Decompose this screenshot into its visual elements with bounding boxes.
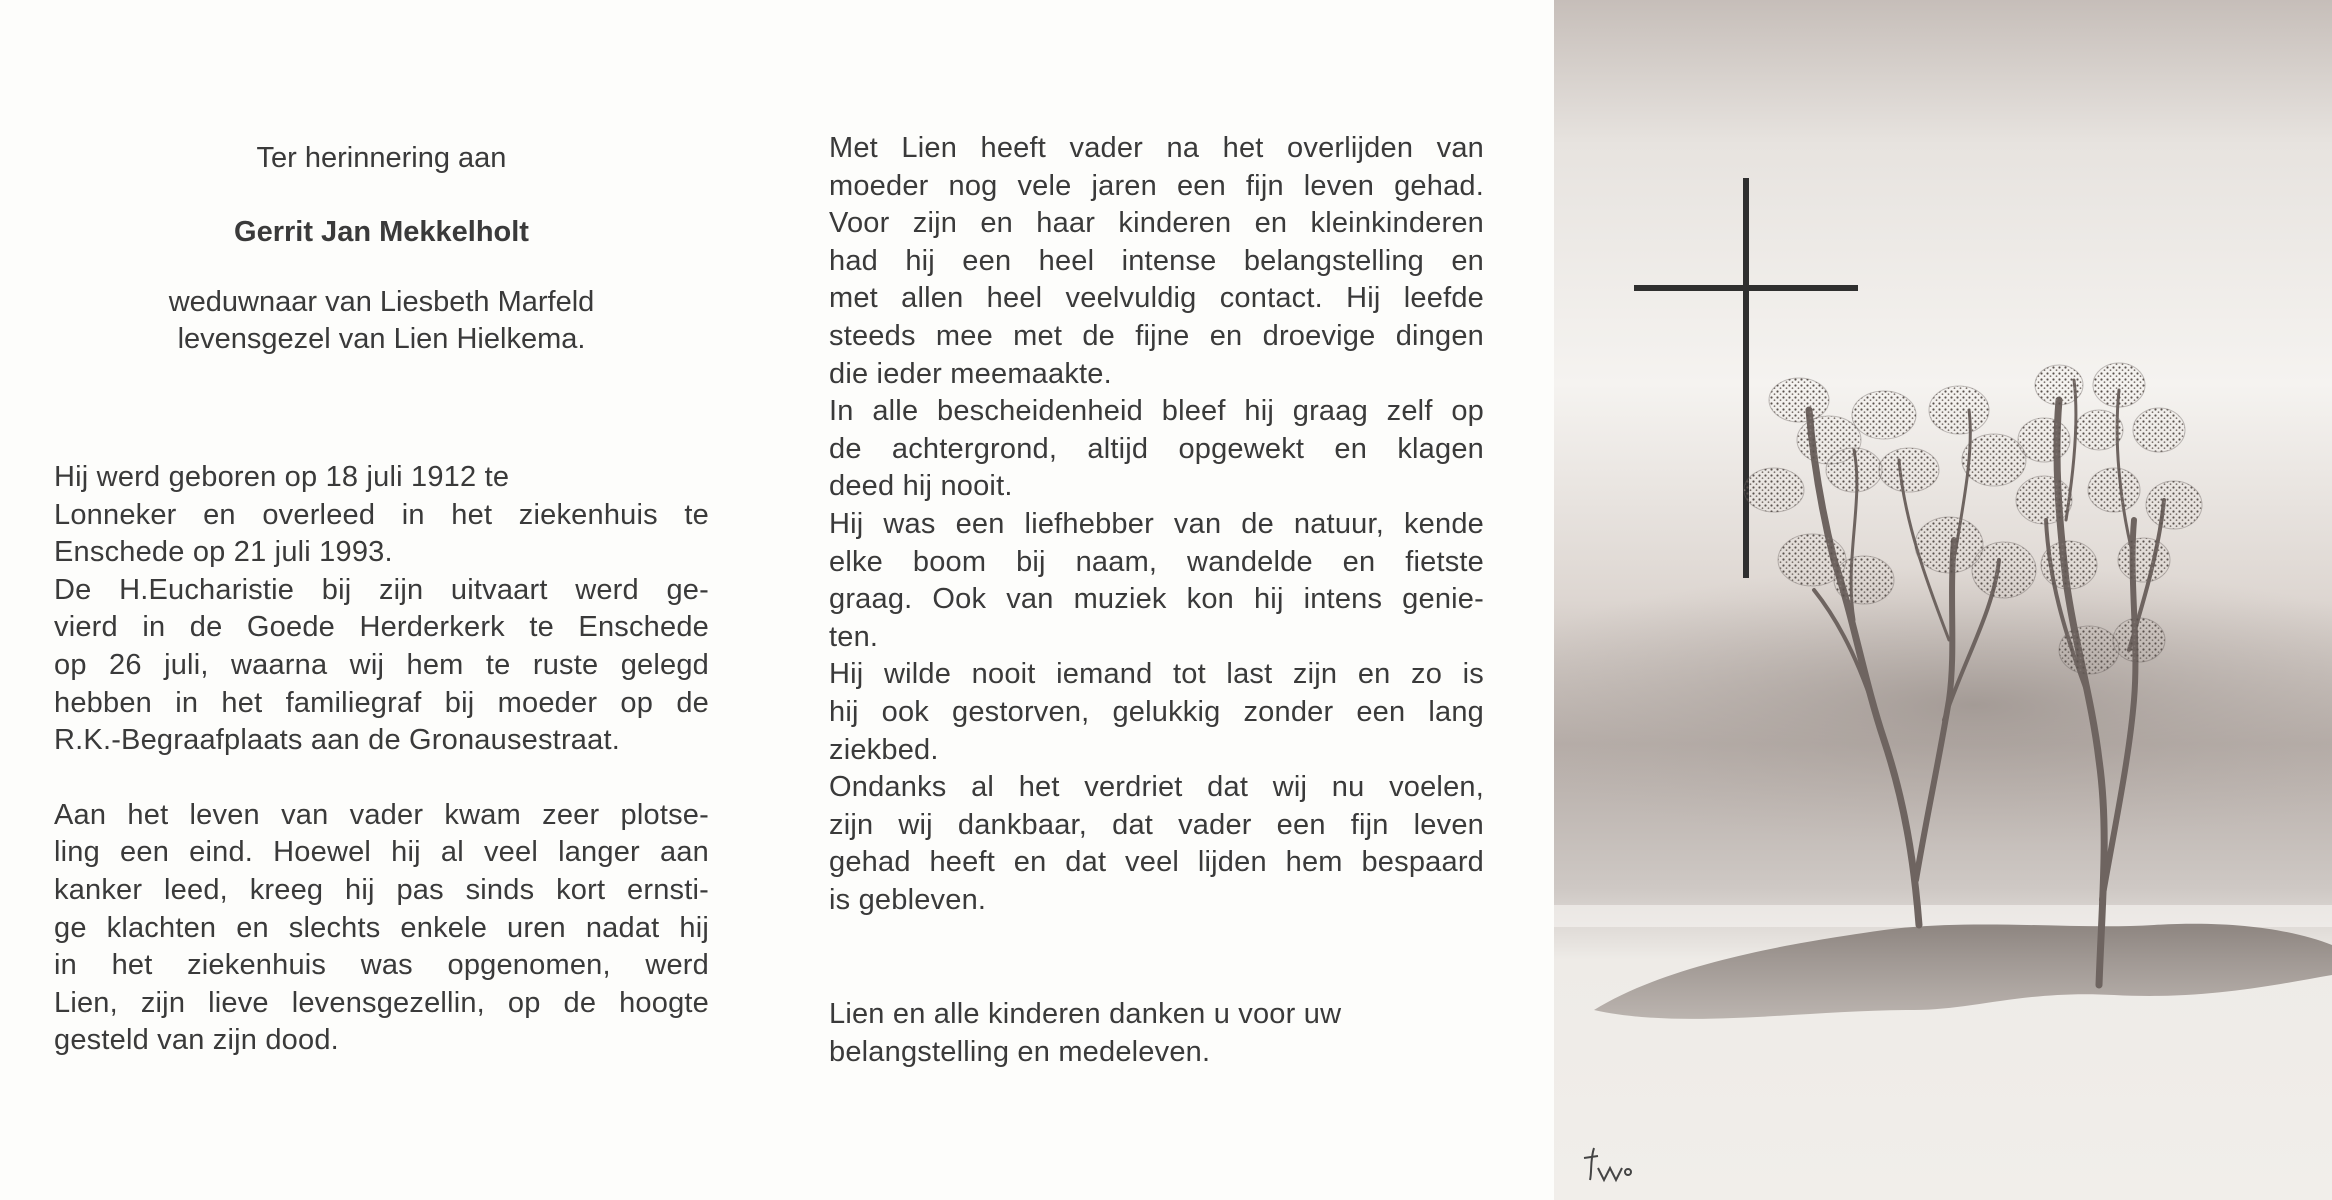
text-line: op 26 juli, waarna wij hem te ruste gelegd (54, 648, 709, 681)
text-line: gesteld van zijn dood. (54, 1024, 339, 1057)
text-line: met allen heel veelvuldig contact. Hij leefde (829, 282, 1484, 315)
text-line: ge klachten en slechts enkele uren nadat hij (54, 911, 709, 944)
text-line: Lonneker en overleed in het ziekenhuis te (54, 498, 709, 531)
intro-heading: Ter herinnering aan (256, 142, 507, 174)
text-line: had hij een heel intense belangstelling en (829, 244, 1484, 277)
landscape-illustration (1554, 0, 2332, 1200)
text-line: kanker leed, kreeg hij pas sinds kort ernsti- (54, 873, 709, 906)
text-line: zijn wij dankbaar, dat vader een fijn leven (829, 808, 1484, 841)
text-line: Aan het leven van vader kwam zeer plotse- (54, 798, 709, 831)
horizon-light (1554, 905, 2332, 927)
text-line: die ieder meemaakte. (829, 357, 1112, 390)
paragraph-thanks (829, 996, 1484, 1071)
text-line: Hij was een liefhebber van de natuur, kende (829, 507, 1484, 540)
text-line: belangstelling en medeleven. (829, 1036, 1211, 1069)
text-line: gehad heeft en dat veel lijden hem bespaard (829, 846, 1484, 879)
text-line: Met Lien heeft vader na het overlijden van (829, 132, 1484, 164)
text-line: Lien, zijn lieve levensgezellin, op de hoogte (54, 986, 709, 1019)
text-line: de achtergrond, altijd opgewekt en klagen (829, 432, 1484, 465)
text-line: moeder nog vele jaren een fijn leven gehad. (829, 169, 1484, 202)
text-line: Ondanks al het verdriet dat wij nu voelen, (829, 771, 1484, 804)
haze-band (1554, 565, 2332, 845)
text-line: R.K.-Begraafplaats aan de Gronausestraat. (54, 724, 620, 757)
text-line: De H.Eucharistie bij zijn uitvaart werd ge- (54, 573, 709, 606)
text-line: hebben in het familiegraf bij moeder op de (54, 686, 709, 719)
artwork-panel (1554, 0, 2332, 1200)
left-column (54, 140, 709, 1060)
text-line: ziekbed. (829, 733, 939, 766)
text-line: Hij werd geboren op 18 juli 1912 te (54, 461, 510, 493)
text-line: Enschede op 21 juli 1993. (54, 536, 393, 569)
text-line: ten. (829, 620, 879, 653)
paragraph-illness (54, 797, 709, 1060)
intro-line: levensgezel van Lien Hielkema. (177, 323, 586, 355)
text-line: In alle bescheidenheid bleef hij graag zelf op (829, 395, 1484, 428)
text-line: is gebleven. (829, 883, 987, 916)
intro-block (54, 140, 709, 358)
text-line: Lien en alle kinderen danken u voor uw (829, 998, 1342, 1031)
text-line: graag. Ook van muziek kon hij intens genie- (829, 583, 1484, 616)
text-line: vierd in de Goede Herderkerk te Enschede (54, 611, 709, 644)
text-line: ling een eind. Hoewel hij al veel langer aan (54, 836, 709, 869)
middle-column (829, 130, 1484, 1072)
text-line: elke boom bij naam, wandelde en fietste (829, 545, 1484, 578)
text-line: hij ook gestorven, gelukkig zonder een lang (829, 695, 1484, 728)
intro-line: weduwnaar van Liesbeth Marfeld (168, 286, 595, 318)
paragraph-life (829, 130, 1484, 919)
text-line: Hij wilde nooit iemand tot last zijn en zo is (829, 658, 1484, 691)
text-line: steeds mee met de fijne en droevige dingen (829, 319, 1484, 352)
paragraph-birth-death (54, 459, 709, 760)
text-line: in het ziekenhuis was opgenomen, werd (54, 949, 709, 982)
text-line: Voor zijn en haar kinderen en kleinkinderen (829, 207, 1484, 240)
deceased-name: Gerrit Jan Mekkelholt (234, 216, 529, 248)
text-line: deed hij nooit. (829, 470, 1013, 503)
